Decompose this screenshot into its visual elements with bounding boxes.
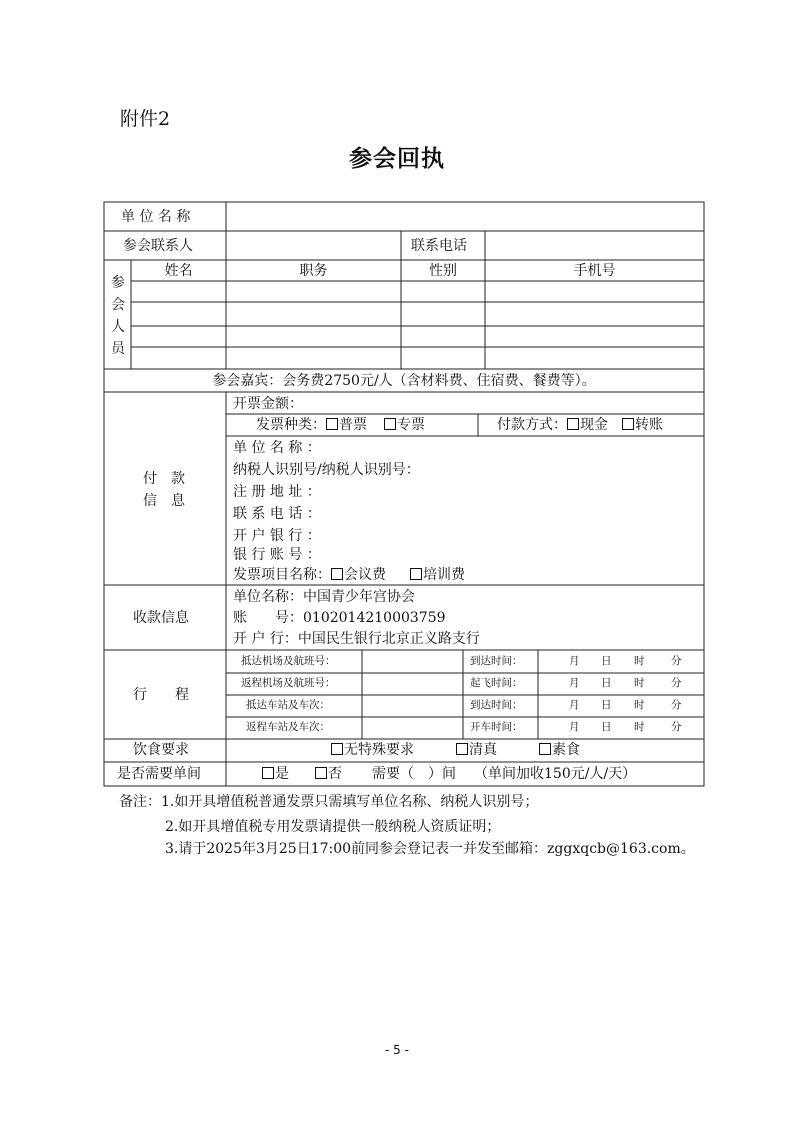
attachment-label: 附件2	[120, 108, 171, 130]
field-registered-address: 注 册 地 址 ：	[233, 484, 321, 500]
row-4-minute: 分	[671, 721, 682, 733]
page-title: 参会回执	[349, 145, 445, 172]
invoice-item-label: 发票项目名称：	[233, 567, 331, 583]
row-1-day: 日	[601, 655, 612, 667]
option-vegetarian: 素食	[552, 742, 580, 758]
row-2-minute: 分	[671, 677, 682, 689]
checkbox-cash[interactable]	[567, 418, 579, 430]
room-surcharge-note: （单间加收150元/人/天）	[474, 766, 637, 782]
row-1-month: 月	[569, 655, 580, 667]
field-bank: 开 户 银 行 ：	[233, 528, 321, 544]
itinerary-side-label: 行 程	[133, 687, 189, 703]
checkbox-meeting-fee[interactable]	[331, 568, 343, 580]
diet-options	[331, 743, 580, 757]
pay-method-label: 付款方式：	[497, 417, 567, 433]
note-line-1: 备注：1.如开具增值税普通发票只需填写单位名称、纳税人识别号；	[119, 794, 539, 810]
row-2-day: 日	[601, 677, 612, 689]
attendees-side-label-1: 参	[111, 275, 125, 291]
pay-method-row	[497, 418, 663, 432]
checkbox-no-special[interactable]	[331, 743, 343, 755]
row-2-month: 月	[569, 677, 580, 689]
unit-name-label: 单 位 名 称	[121, 209, 191, 225]
receiving-account: 账 号：0102014210003759	[233, 610, 446, 626]
row-3-hour: 时	[634, 699, 645, 711]
receiving-side-label: 收款信息	[133, 610, 189, 626]
field-bank-account: 银 行 账 号 ：	[233, 547, 321, 563]
col-gender-header: 性别	[429, 263, 457, 279]
field-unit-name: 单 位 名 称 ：	[233, 440, 321, 456]
fee-text: 参会嘉宾：会务费2750元/人（含材料费、住宿费、餐费等）。	[212, 373, 596, 389]
itinerary-row-2-label: 返程机场及航班号：	[241, 677, 336, 689]
checkbox-room-yes[interactable]	[262, 767, 274, 779]
option-normal-invoice: 普票	[339, 417, 367, 433]
row-3-day: 日	[601, 699, 612, 711]
attendees-side-label-2: 会	[111, 297, 125, 313]
option-room-yes: 是	[275, 766, 289, 782]
option-no-special: 无特殊要求	[344, 742, 414, 758]
row-4-hour: 时	[634, 721, 645, 733]
itinerary-row-1-label: 抵达机场及航班号：	[241, 655, 336, 667]
itinerary-row-4-label: 返程车站及车次：	[246, 721, 330, 733]
checkbox-room-no[interactable]	[315, 767, 327, 779]
itinerary-row-3-label: 抵达车站及车次：	[246, 699, 330, 711]
checkbox-special-invoice[interactable]	[384, 418, 396, 430]
option-transfer: 转账	[635, 417, 663, 433]
room-options	[262, 767, 636, 781]
invoice-type-row	[256, 418, 425, 432]
itinerary-row-2-time-label: 起飞时间：	[470, 677, 523, 689]
option-special-invoice: 专票	[397, 417, 425, 433]
row-4-month: 月	[569, 721, 580, 733]
checkbox-vegetarian[interactable]	[539, 743, 551, 755]
row-2-hour: 时	[634, 677, 645, 689]
option-meeting-fee: 会议费	[344, 567, 386, 583]
option-training-fee: 培训费	[423, 567, 465, 583]
invoice-item-row	[233, 568, 465, 582]
col-mobile-header: 手机号	[573, 263, 616, 279]
row-1-minute: 分	[671, 655, 682, 667]
contact-phone-label: 联系电话	[411, 238, 467, 254]
contact-label: 参会联系人	[123, 238, 193, 254]
checkbox-training-fee[interactable]	[410, 568, 422, 580]
field-taxpayer-id: 纳税人识别号/纳税人识别号：	[233, 462, 420, 478]
option-cash: 现金	[580, 417, 608, 433]
col-job-header: 职务	[299, 263, 328, 279]
itinerary-row-4-time-label: 开车时间：	[470, 721, 523, 733]
page-number: - 5 -	[385, 1043, 409, 1057]
note-line-3: 3.请于2025年3月25日17:00前同参会登记表一并发至邮箱：zggxqcb@163.com。	[165, 841, 695, 857]
receiving-bank: 开 户 行：中国民生银行北京正义路支行	[233, 631, 480, 647]
itinerary-row-3-time-label: 到达时间：	[470, 699, 523, 711]
payment-side-label-2: 信 息	[143, 493, 185, 509]
payment-side-label-1: 付 款	[143, 471, 185, 487]
receiving-unit: 单位名称：中国青少年宫协会	[233, 589, 415, 605]
invoice-type-label: 发票种类：	[256, 417, 326, 433]
checkbox-transfer[interactable]	[622, 418, 634, 430]
row-3-minute: 分	[671, 699, 682, 711]
option-room-no: 否	[328, 766, 342, 782]
room-need-count: 需要（ ）间	[372, 766, 456, 782]
option-halal: 清真	[469, 742, 497, 758]
row-3-month: 月	[569, 699, 580, 711]
invoice-amount-label: 开票金额：	[233, 396, 303, 412]
field-contact-phone: 联 系 电 话 ：	[233, 506, 321, 522]
attendees-side-label-4: 员	[111, 341, 125, 357]
col-name-header: 姓名	[164, 263, 193, 279]
note-line-2: 2.如开具增值税专用发票请提供一般纳税人资质证明；	[165, 819, 501, 835]
row-4-day: 日	[601, 721, 612, 733]
checkbox-normal-invoice[interactable]	[326, 418, 338, 430]
room-label: 是否需要单间	[117, 766, 201, 782]
checkbox-halal[interactable]	[456, 743, 468, 755]
itinerary-row-1-time-label: 到达时间：	[470, 655, 523, 667]
row-1-hour: 时	[634, 655, 645, 667]
attendees-side-label-3: 人	[111, 319, 125, 335]
diet-label: 饮食要求	[133, 742, 189, 758]
